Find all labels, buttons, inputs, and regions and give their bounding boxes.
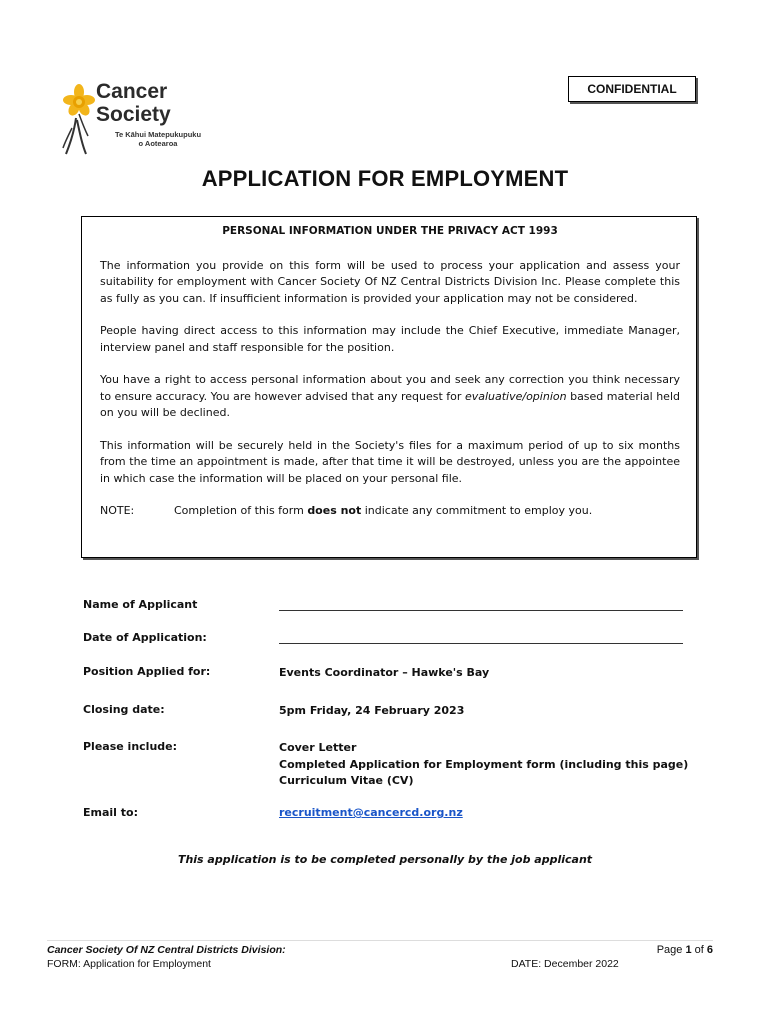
- position-value: Events Coordinator – Hawke's Bay: [279, 666, 490, 679]
- include-item-application-form: Completed Application for Employment form (including this page): [279, 757, 689, 771]
- footer-page-number: [657, 943, 713, 957]
- privacy-notice-box: [81, 216, 697, 558]
- page-current: 1: [685, 944, 692, 956]
- footer-form-name: FORM: Application for Employment: [47, 958, 211, 970]
- note-label: NOTE:: [100, 504, 135, 517]
- footer-organisation: Cancer Society Of NZ Central Districts Division:: [47, 944, 286, 956]
- logo-tagline-line2: o Aotearoa: [138, 139, 178, 148]
- please-include-row: [83, 740, 693, 790]
- privacy-paragraph-4: This information will be securely held in the Society's files for a maximum period of up to six months from the time an appointment is made, after that time it will be destroyed, unless you are the appointee in which case the information will be placed on your personal file.: [100, 438, 680, 485]
- privacy-paragraph-2: People having direct access to this information may include the Chief Executive, immediate Manager, interview panel and staff responsible for the position.: [100, 324, 680, 354]
- applicant-statement: This application is to be completed personally by the job applicant: [177, 853, 593, 866]
- privacy-paragraph-1: The information you provide on this form will be used to process your application and assess your suitability for employment with Cancer Society Of NZ Central Districts Division Inc. Please complete this as fully as you can. If insufficient information is provided your application may not be considered.: [100, 258, 680, 305]
- note-text-start: Completion of this form: [174, 504, 308, 517]
- note-row: [100, 503, 680, 520]
- note-text: [174, 503, 592, 520]
- privacy-paragraph-3: [100, 372, 680, 422]
- email-link[interactable]: recruitment@cancercd.org.nz: [279, 806, 463, 819]
- page-total: 6: [706, 944, 713, 956]
- name-of-applicant-line[interactable]: [279, 598, 683, 611]
- logo-name-line2: Society: [96, 103, 171, 126]
- please-include-label: Please include:: [83, 740, 178, 753]
- privacy-heading: PERSONAL INFORMATION UNDER THE PRIVACY ACT 1993: [222, 225, 558, 237]
- logo-tagline: [98, 130, 218, 148]
- footer-date: DATE: December 2022: [511, 958, 619, 970]
- position-label: Position Applied for:: [83, 665, 211, 678]
- page-of: of: [691, 944, 707, 956]
- email-label: Email to:: [83, 806, 138, 819]
- closing-date-row: [83, 703, 693, 720]
- cancer-society-logo: [62, 78, 212, 158]
- evaluative-opinion-emphasis: evaluative/opinion: [464, 389, 567, 403]
- logo-tagline-line1: Te Kāhui Matepukupuku: [114, 130, 202, 139]
- name-of-applicant-row: [83, 598, 693, 611]
- privacy-paragraph-3-start: You have a right to access personal information about you and seek any correction you think necessary to ensure accuracy. You are however advised that any request for: [100, 373, 680, 403]
- name-of-applicant-label: Name of Applicant: [83, 598, 198, 611]
- date-of-application-row: [83, 631, 693, 644]
- include-item-cover-letter: Cover Letter: [279, 741, 357, 754]
- closing-date-label: Closing date:: [83, 703, 165, 716]
- date-of-application-line[interactable]: [279, 631, 683, 644]
- confidential-badge: CONFIDENTIAL: [568, 76, 696, 102]
- page-prefix: Page: [656, 944, 686, 956]
- daffodil-icon: [62, 78, 96, 158]
- logo-wordmark: [96, 80, 171, 126]
- date-of-application-label: Date of Application:: [83, 631, 207, 644]
- please-include-list: [279, 740, 688, 790]
- page-title: APPLICATION FOR EMPLOYMENT: [201, 166, 569, 191]
- logo-name-line1: Cancer: [96, 80, 168, 103]
- closing-date-value: 5pm Friday, 24 February 2023: [279, 704, 465, 717]
- include-item-cv: Curriculum Vitae (CV): [279, 774, 414, 787]
- note-text-end: indicate any commitment to employ you.: [361, 504, 593, 517]
- position-row: [83, 665, 693, 682]
- note-emphasis: does not: [307, 504, 362, 517]
- email-row: [83, 806, 693, 819]
- page-footer: [47, 940, 713, 970]
- privacy-paragraph-3-end: based material held on you will be declined.: [100, 389, 680, 419]
